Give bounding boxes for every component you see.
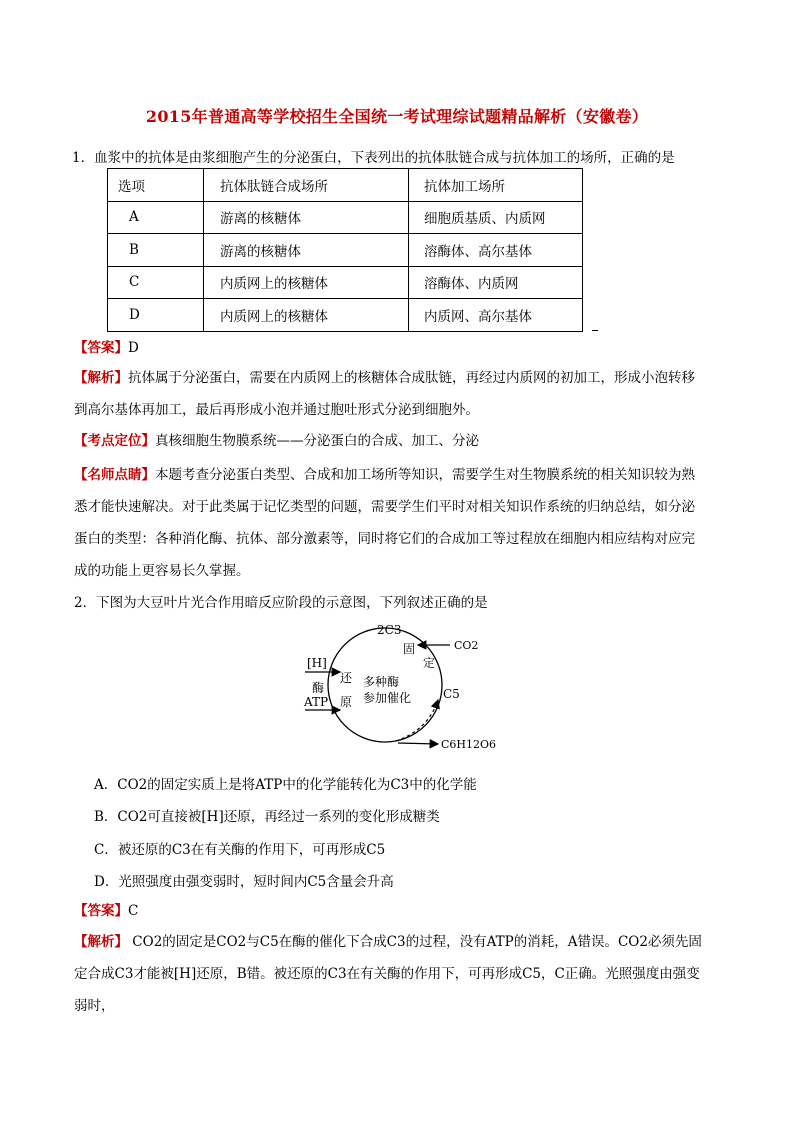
reduce-label-2: 原 (340, 695, 353, 709)
atp-label: ATP (304, 695, 329, 709)
option-a: A．CO2的固定实质上是将ATP中的化学能转化为C3中的化学能 (94, 777, 477, 793)
glucose-label: C6H12O6 (441, 738, 497, 751)
analysis-tag: 【解析】 (74, 934, 128, 950)
table-header-cell: 抗体肽链合成场所 (204, 169, 409, 202)
comment-line (74, 459, 724, 491)
h-label: [H] (307, 656, 327, 670)
answer-value: C (128, 903, 139, 919)
reduce-label-1: 还 (340, 671, 353, 685)
comment-tag: 【名师点睛】 (74, 467, 155, 483)
analysis-tag: 【解析】 (74, 370, 128, 386)
q2-analysis (74, 926, 724, 1022)
table-header-cell: 选项 (108, 169, 204, 202)
center-label-1: 多种酶 (363, 675, 400, 689)
q2-answer (74, 900, 138, 922)
table-cell: 内质网上的核糖体 (204, 266, 409, 299)
q1-comment (74, 459, 724, 587)
table-header-cell: 抗体加工场所 (409, 169, 583, 202)
table-cell: 细胞质基质、内质网 (409, 201, 583, 234)
regeneration-arrow (396, 700, 438, 741)
table-header-row (108, 169, 583, 202)
table-cell: B (108, 234, 204, 267)
dark-reaction-diagram (300, 620, 500, 760)
table-cell: 内质网上的核糖体 (204, 299, 409, 332)
analysis-line: 定合成C3才能被[H]还原，B错。被还原的C3在有关酶的作用下，可再形成C5，C正确。光照强度由强变 (74, 966, 700, 982)
analysis-line: 弱时， (74, 998, 115, 1014)
table-cell: 游离的核糖体 (204, 234, 409, 267)
table-row (108, 266, 583, 299)
answer-tag: 【答案】 (74, 340, 128, 356)
comment-line: 蛋白的类型：各种消化酶、抗体、部分激素等，同时将它们的合成加工等过程放在细胞内相应结构对应完 (74, 531, 695, 547)
analysis-line (74, 926, 724, 958)
table-row (108, 201, 583, 234)
c5-label: C5 (443, 687, 460, 701)
enzyme-label: 酶 (312, 681, 325, 695)
q1-answer (74, 337, 139, 359)
analysis-text: CO2的固定是CO2与C5在酶的催化下合成C3的过程，没有ATP的消耗，A错误。CO2必须先固 (128, 934, 702, 950)
option-c: C．被还原的C3在有关酶的作用下，可再形成C5 (94, 842, 386, 858)
point-tag: 【考点定位】 (74, 433, 155, 449)
comment-line: 成的功能上更容易长久掌握。 (74, 563, 250, 579)
analysis-line (74, 362, 724, 394)
table-cell: 溶酶体、高尔基体 (409, 234, 583, 267)
fix-label-2: 定 (423, 656, 436, 670)
question-2-stem: 2．下图为大豆叶片光合作用暗反应阶段的示意图，下列叙述正确的是 (74, 595, 488, 611)
question-1-stem: 1．血浆中的抗体是由浆细胞产生的分泌蛋白，下表列出的抗体肽链合成与抗体加工的场所，正确的是 (72, 150, 675, 166)
comment-line: 悉才能快速解决。对于此类属于记忆类型的问题，需要学生们平时对相关知识作系统的归纳总结，如分泌 (74, 499, 695, 515)
answer-value: D (128, 340, 139, 356)
table-row (108, 299, 583, 332)
table-cell: 内质网、高尔基体 (409, 299, 583, 332)
analysis-line: 到高尔基体再加工，最后再形成小泡并通过胞吐形式分泌到细胞外。 (74, 402, 479, 418)
point-text: 真核细胞生物膜系统——分泌蛋白的合成、加工、分泌 (155, 433, 479, 449)
fix-label-1: 固 (403, 642, 416, 656)
c3-label: 2C3 (377, 623, 402, 637)
q1-analysis (74, 362, 724, 426)
center-label-2: 参加催化 (363, 691, 412, 705)
comment-text: 本题考查分泌蛋白类型、合成和加工场所等知识，需要学生对生物膜系统的相关知识较为熟 (155, 467, 695, 483)
option-b: B．CO2可直接被[H]还原，再经过一系列的变化形成糖类 (94, 809, 440, 825)
table-cell: 溶酶体、内质网 (409, 266, 583, 299)
table-corner-mark (592, 330, 598, 331)
analysis-text: 抗体属于分泌蛋白，需要在内质网上的核糖体合成肽链，再经过内质网的初加工，形成小泡转移 (128, 370, 695, 386)
table-cell: 游离的核糖体 (204, 201, 409, 234)
table-cell: D (108, 299, 204, 332)
table-cell: A (108, 201, 204, 234)
co2-label: CO2 (454, 639, 479, 652)
answer-tag: 【答案】 (74, 903, 128, 919)
glucose-arrow (398, 743, 438, 744)
page-title: 2015年普通高等学校招生全国统一考试理综试题精品解析（安徽卷） (145, 107, 649, 126)
table-row (108, 234, 583, 267)
q1-point (74, 430, 479, 452)
table-cell: C (108, 266, 204, 299)
answer-table (107, 168, 583, 332)
option-d: D．光照强度由强变弱时，短时间内C5含量会升高 (94, 874, 394, 890)
